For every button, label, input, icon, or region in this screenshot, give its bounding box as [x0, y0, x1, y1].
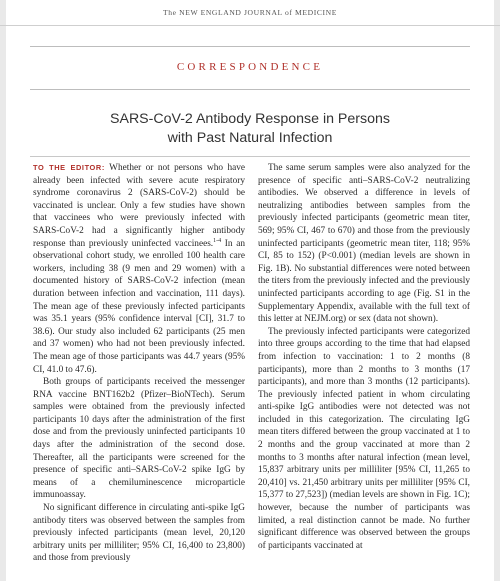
left-paragraph-3: No significant difference in circulating anti-spike IgG antibody titers was observed between the samples from previously infected participants (mean level, 20,120 arbitrary units per milliliter; 95% CI, 16,400 to 23,800) and those from previously [33, 503, 245, 564]
left-column [33, 162, 245, 581]
journal-header: The NEW ENGLAND JOURNAL of MEDICINE [163, 8, 337, 17]
right-paragraph-2: The previously infected participants were categorized into three groups according to the time that had elapsed from infection to vaccination: 1 to 2 months (8 participants), more than 2 months to 3 months (17 participants), and more than 3 months (12 participants). The previously infected patient in whom circulating anti-spike IgG antibodies were not detected was not included in this categorization. The circulating IgG mean titers differed between the group vaccinated at 1 to 2 months and the group vaccinated at more than 2 months to 3 months after natural infection (mean level, 15,837 arbitrary units per milliliter [95% CI, 11,265 to 20,410] vs. 21,450 arbitrary units per milliliter [95% CI, 15,377 to 27,523]) (median levels are shown in Fig. 1C); however, because the number of participants was limited, a real distinction cannot be made. No further significant difference was observed between the groups of participants vaccinated at [258, 326, 470, 551]
left-paragraph-1-text: Whether or not persons who have already been infected with severe acute respiratory syndrome coronavirus 2 (SARS-CoV-2) should be vaccinated is unclear. Only a few studies have shown that vaccinees who were previously infected with SARS-CoV-2 had a significantly higher antibody response than previously uninfected vaccinees. [33, 163, 245, 249]
header-rule [0, 25, 500, 26]
article-title [40, 110, 460, 148]
article-title-line2: with Past Natural Infection [167, 130, 333, 146]
right-column [258, 162, 470, 581]
section-label: CORRESPONDENCE [176, 61, 324, 73]
editor-lead: TO THE EDITOR: [33, 163, 105, 172]
right-paragraph-1: The same serum samples were also analyzed for the presence of specific anti–SARS-CoV-2 neutralizing antibodies. We observed a difference in levels of neutralizing antibodies between samples from the previously infected participants (geometric mean titer, 569; 95% CI, 467 to 670) and those from the previously uninfected participants (geometric mean titer, 118; 95% CI, 85 to 152) (P<0.001) (median levels are shown in Fig. 1B). No substantial differences were noted between the titers from the previously infected and the previously uninfected participants according to age (Fig. S1 in the Supplementary Appendix, available with the full text of this letter at NEJM.org) or sex (data not shown). [258, 163, 470, 325]
left-paragraph-2: Both groups of participants received the messenger RNA vaccine BNT162b2 (Pfizer–BioNTech). Serum samples were obtained from the previously infected participants 10 days after the administration of the first dose and from the previously uninfected participants 10 days after the administration of the second dose. Thereafter, all the participants were screened for the presence of specific anti–SARS-CoV-2 spike IgG by means of a chemiluminescence microparticle immunoassay. [33, 377, 245, 501]
citation-superscript: 1-4 [213, 237, 222, 244]
section-box [30, 46, 470, 90]
title-rule [30, 156, 470, 157]
right-margin-bar [494, 0, 500, 581]
left-paragraph-1-tail: In an observational cohort study, we enrolled 100 health care workers, including 38 (9 men and 29 women) with a documented history of SARS-CoV-2 infection (mean duration between infection and vaccination, 111 days). The mean age of these previously infected participants was 35.1 years (95% confidence interval [CI], 31.7 to 38.6). Our study also included 62 participants (25 men and 37 women) who had not been previously infected. The mean age of those participants was 44.7 years (95% CI, 41.0 to 47.6). [33, 238, 245, 375]
left-paragraph-1 [33, 162, 245, 376]
article-title-line1: SARS-CoV-2 Antibody Response in Persons [110, 111, 390, 127]
left-margin-bar [0, 0, 6, 581]
